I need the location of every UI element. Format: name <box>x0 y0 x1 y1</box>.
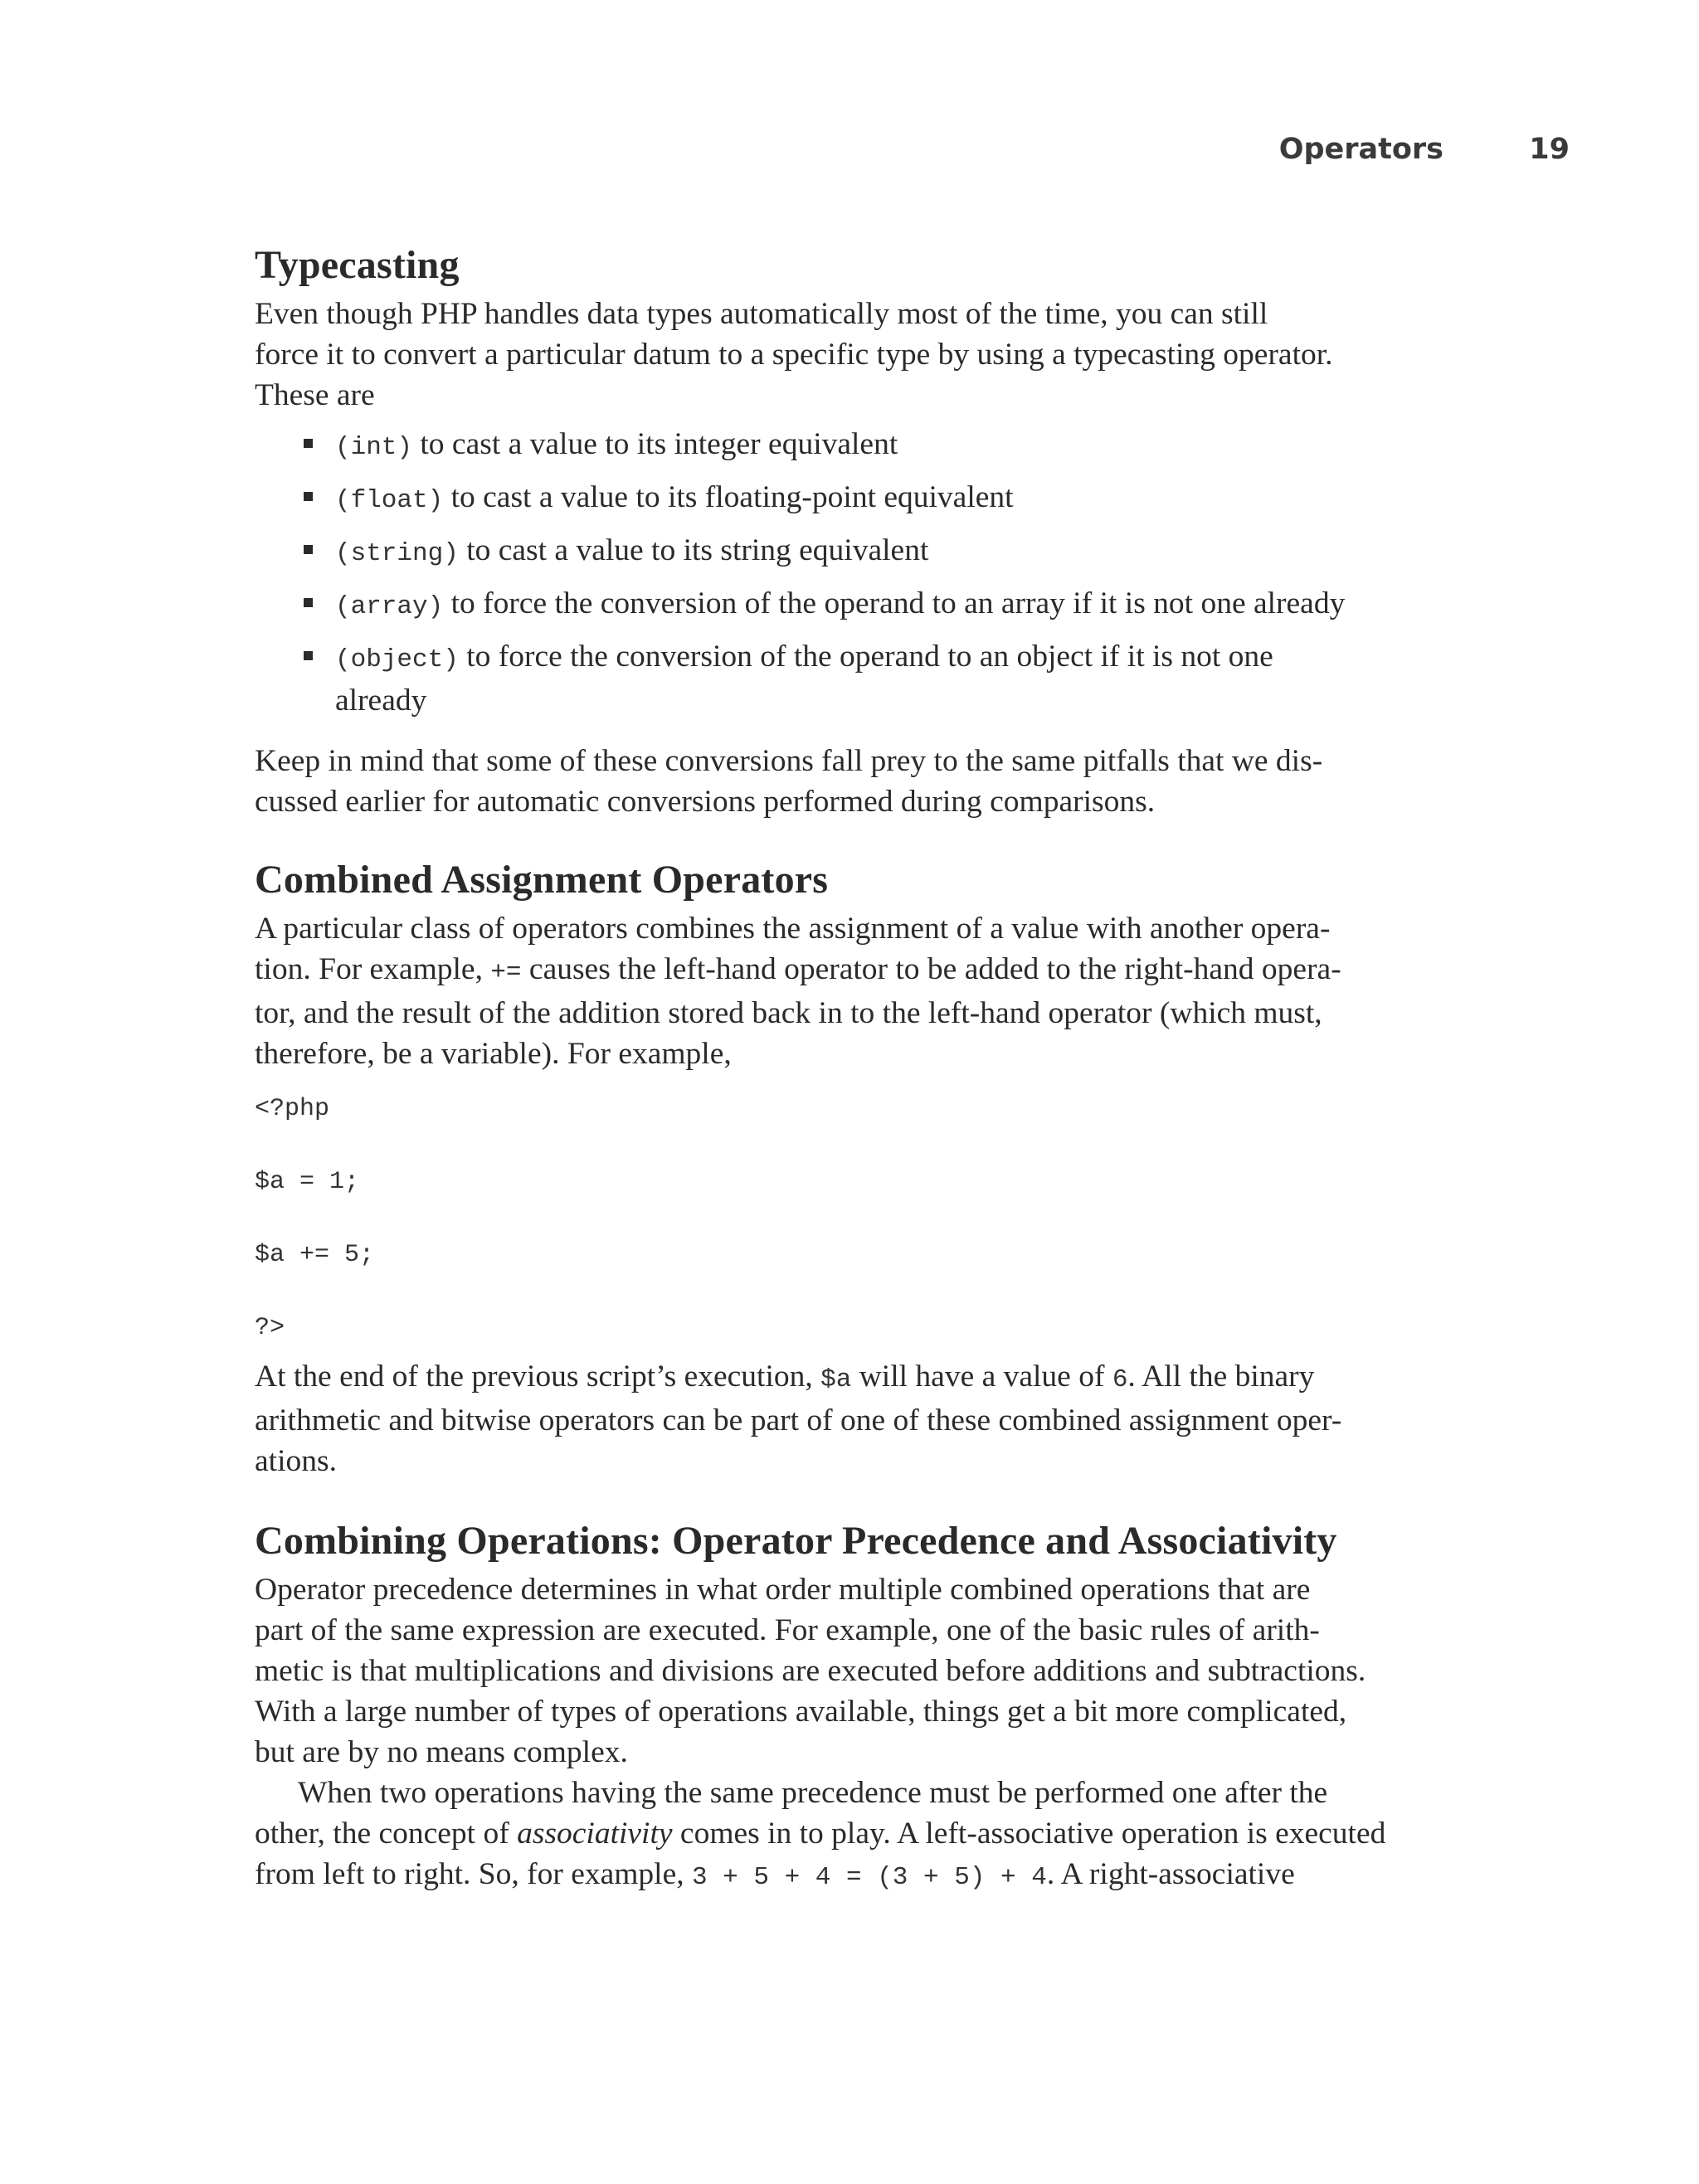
paragraph-line: When two operations having the same precedence must be performed one after the <box>298 1776 1328 1810</box>
paragraph-line: tor, and the result of the addition stored back in to the left-hand operator (which must, <box>255 996 1322 1030</box>
combined-result-paragraph <box>255 1356 1441 1481</box>
typecasting-outro-paragraph <box>255 741 1441 822</box>
list-item <box>335 583 1441 627</box>
var-a-code: $a <box>820 1365 852 1394</box>
list-item <box>335 477 1441 521</box>
paragraph-line: Operator precedence determines in what order multiple combined operations that are <box>255 1573 1311 1607</box>
associativity-example-code: 3 + 5 + 4 = (3 + 5) + 4 <box>691 1863 1047 1892</box>
page-body <box>255 241 1441 1898</box>
cast-string-code: (string) <box>335 539 459 568</box>
paragraph-line: With a large number of types of operations available, things get a bit more complicated, <box>255 1695 1347 1729</box>
list-item-text: to force the conversion of the operand to an object if it is not one <box>458 640 1273 674</box>
paragraph-line: arithmetic and bitwise operators can be part of one of these combined assignment oper- <box>255 1403 1342 1437</box>
precedence-paragraph <box>255 1569 1441 1773</box>
paragraph-line: metic is that multiplications and divisions are executed before additions and subtractions. <box>255 1654 1366 1688</box>
outro-line: Keep in mind that some of these conversions fall prey to the same pitfalls that we dis- <box>255 744 1323 778</box>
bullet-square-icon <box>304 598 313 607</box>
list-item <box>335 636 1441 721</box>
paragraph-line: other, the concept of <box>255 1817 518 1851</box>
code-line: <?php <box>255 1095 330 1123</box>
paragraph-line: tion. For example, <box>255 952 491 986</box>
running-header-section-title: Operators <box>1278 133 1443 166</box>
paragraph-line: A particular class of operators combines the assignment of a value with another opera- <box>255 912 1331 946</box>
code-line: ?> <box>255 1314 285 1342</box>
list-item-text-continued: already <box>335 683 427 717</box>
combined-intro-paragraph <box>255 908 1441 1074</box>
heading-combined-assignment: Combined Assignment Operators <box>255 858 829 902</box>
php-code-example <box>255 1091 1441 1346</box>
bullet-square-icon <box>304 439 313 448</box>
code-line: $a += 5; <box>255 1241 375 1269</box>
typecast-operator-list <box>255 424 1441 721</box>
bullet-square-icon <box>304 492 313 501</box>
paragraph-line: therefore, be a variable). For example, <box>255 1037 732 1071</box>
associativity-paragraph <box>255 1773 1441 1898</box>
list-item-text: to cast a value to its floating-point equivalent <box>443 480 1014 514</box>
paragraph-line: part of the same expression are executed. For example, one of the basic rules of arith- <box>255 1613 1320 1647</box>
paragraph-line: from left to right. So, for example, <box>255 1857 692 1891</box>
list-item <box>335 424 1441 468</box>
intro-line: Even though PHP handles data types automatically most of the time, you can still <box>255 297 1268 331</box>
paragraph-line: will have a value of <box>851 1360 1112 1394</box>
page-number: 19 <box>1529 133 1570 166</box>
intro-line: These are <box>255 378 375 412</box>
heading-operator-precedence: Combining Operations: Operator Precedence and Associativity <box>255 1519 1337 1563</box>
plus-equals-code: += <box>490 958 522 987</box>
cast-object-code: (object) <box>335 645 459 674</box>
cast-float-code: (float) <box>335 486 444 515</box>
associativity-term: associativity <box>517 1817 673 1851</box>
paragraph-line: causes the left-hand operator to be added to the right-hand opera- <box>521 952 1341 986</box>
cast-array-code: (array) <box>335 592 444 621</box>
cast-int-code: (int) <box>335 433 413 462</box>
list-item-text: to cast a value to its string equivalent <box>458 533 929 567</box>
paragraph-line: but are by no means complex. <box>255 1735 628 1769</box>
code-line: $a = 1; <box>255 1168 360 1196</box>
list-item-text: to force the conversion of the operand to an array if it is not one already <box>443 586 1346 620</box>
paragraph-line: . A right-associative <box>1046 1857 1295 1891</box>
bullet-square-icon <box>304 545 313 554</box>
paragraph-line: . All the binary <box>1127 1360 1315 1394</box>
outro-line: cussed earlier for automatic conversions performed during comparisons. <box>255 785 1156 819</box>
list-item-text: to cast a value to its integer equivalent <box>412 427 898 461</box>
heading-typecasting: Typecasting <box>255 243 460 287</box>
paragraph-line: ations. <box>255 1444 337 1478</box>
bullet-square-icon <box>304 651 313 660</box>
intro-line: force it to convert a particular datum to a specific type by using a typecasting operator. <box>255 338 1333 372</box>
list-item <box>335 530 1441 574</box>
value-six-code: 6 <box>1112 1365 1128 1394</box>
paragraph-line: comes in to play. A left-associative operation is executed <box>672 1817 1386 1851</box>
running-header <box>0 133 1699 174</box>
paragraph-line: At the end of the previous script’s execution, <box>255 1360 821 1394</box>
typecasting-intro-paragraph <box>255 294 1441 416</box>
